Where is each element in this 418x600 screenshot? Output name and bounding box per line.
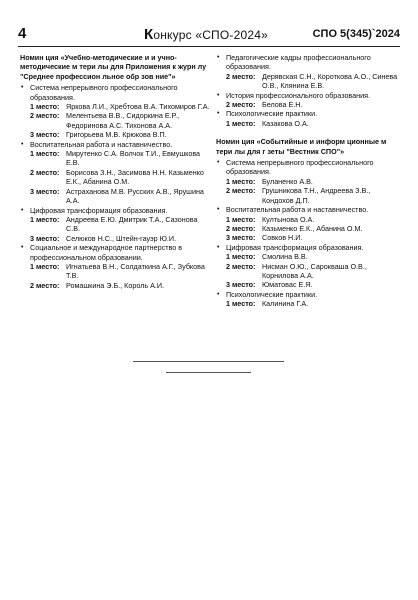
category-title: Психологические практики. [226,289,318,299]
place-names: Казакова О.А. [262,118,309,128]
place-row [30,262,210,281]
place-label: 3 место: [30,233,60,243]
place-names: Яркова Л.И., Хребтова В.А. Тихомиров Г.А. [66,102,210,112]
place-row [30,130,210,139]
category-item [216,91,402,110]
category-item [20,140,210,206]
place-names: Нисман О.Ю., Сарокваша О.В., Корнилова А.А. [262,261,367,280]
place-label: 1 место: [226,118,256,128]
place-names: Андреева Е.Ю. Дмитрик Т.А., Сазонова С.В. [66,214,198,234]
bullet-icon: • [21,140,24,148]
category-title: Цифровая трансформация образования. [226,242,364,252]
place-names: Игнатьева В.Н., Солдаткина А.Г., Зубкова Т.В. [66,261,205,281]
category-list [20,83,210,290]
category-item [20,243,210,290]
place-row [226,119,402,128]
bullet-icon: • [217,110,220,118]
bullet-icon: • [217,54,220,61]
place-names: Борисова З.Н., Засимова Н.Н. Казьменко Е.К., Абанина О.М. [66,167,204,187]
place-names: Белова Е.Н. [262,100,303,110]
bullet-icon: • [217,91,220,99]
contest-title-rest: онкурс «СПО-2024» [153,28,268,42]
place-row [226,186,402,205]
place-label: 1 место: [226,176,256,186]
bullet-icon: • [21,244,24,252]
right-column [216,53,402,309]
place-label: 2 место: [226,186,256,196]
category-title: Система непрерывного профессионального образования. [30,83,178,102]
place-row [226,177,402,186]
category-item [216,290,402,309]
category-item [20,83,210,139]
place-row [30,102,210,111]
nomination-heading: Номин ция «Событийные и информ ционные м тери лы для г зеты "Вестник СПО"» [216,137,387,156]
contest-title [144,26,268,44]
divider-rule-long [133,361,284,362]
category-list [216,158,402,309]
place-row [30,111,210,130]
category-title: История профессионального образования. [226,90,371,100]
place-label: 3 место: [226,280,256,290]
place-names: Ромашкина Э.Б., Король А.И. [66,280,165,290]
page-number: 4 [18,25,27,42]
place-label: 2 место: [226,261,256,271]
place-row [226,224,402,233]
category-list-continued [216,53,402,128]
place-row [30,234,210,243]
bullet-icon: • [217,159,220,167]
place-label: 3 место: [30,186,60,196]
place-row [226,262,402,281]
place-names: Григорьева М.В. Крюкова В.П. [66,130,167,140]
place-names: Смолина В.В. [262,252,308,262]
place-row [226,280,402,289]
category-title: Социальное и международное партнерство в профессиональном образовании. [30,243,183,262]
place-row [30,215,210,234]
place-label: 1 место: [226,214,256,224]
place-row [226,72,402,91]
category-title: Педагогические кадры профессионального образования. [226,53,371,72]
place-names: Селюков Н.С., Штейн-гауэр Ю.И. [66,233,177,243]
category-title: Воспитательная работа и наставничество. [30,139,173,149]
bullet-icon: • [217,290,220,298]
category-title: Цифровая трансформация образования. [30,205,168,215]
place-row [226,233,402,242]
issue-number: СПО 5(345)`2024 [312,28,400,40]
bullet-icon: • [21,206,24,214]
place-row [30,149,210,168]
place-row [30,168,210,187]
place-label: 1 место: [30,149,60,159]
place-label: 1 место: [30,214,60,224]
place-label: 1 место: [226,252,256,262]
place-label: 2 место: [226,223,256,233]
category-item [20,206,210,244]
category-title: Система непрерывного профессионального образования. [226,158,374,177]
category-item [216,109,402,128]
place-names: Астраханова М.В. Русских А.В., Ярушина А.А. [66,186,204,206]
place-names: Мирутенко С.А. Волчок Т.И., Евмушкова Е.В. [66,149,201,168]
bullet-icon: • [217,206,220,214]
category-item [216,205,402,243]
contest-title-initial: К [144,26,154,43]
category-item [216,158,402,205]
bullet-icon: • [21,84,24,92]
place-names: Дерявская С.Н., Короткова А.О., Синева О.В., Клянина Е.В. [262,71,398,91]
place-label: 1 место: [30,102,60,112]
place-label: 2 место: [226,71,256,81]
bullet-icon: • [217,243,220,251]
place-row [226,215,402,224]
category-title: Психологические практики. [226,109,318,119]
category-item [216,243,402,290]
place-label: 1 место: [226,299,256,309]
nomination-heading: Номин ция «Учебно-методические и и учно-методические м тери лы для Приложения к журн лу "Среднее профессион льное обр зов ние"» [20,53,207,81]
place-label: 2 место: [30,111,60,121]
place-row [226,100,402,109]
place-names: Совков Н.И. [262,233,303,243]
category-item [216,53,402,91]
place-names: Грушникова Т.Н., Андреева З.В., Кондохов Д.П. [262,186,371,205]
place-row [30,281,210,290]
place-label: 3 место: [226,233,256,243]
place-label: 3 место: [30,130,60,140]
place-row [30,187,210,206]
place-names: Мелентьева В.В., Сидоркина Е.Р., Федоринова А.С. Тихонова А.А. [66,111,180,130]
place-label: 2 место: [30,167,60,177]
place-row [226,299,402,308]
place-row [226,252,402,261]
place-label: 2 место: [226,100,256,110]
category-title: Воспитательная работа и наставничество. [226,205,369,215]
left-column [20,53,210,290]
place-names: Калинина Г.А. [262,299,309,309]
page-header [18,24,400,47]
place-label: 2 место: [30,280,60,290]
place-names: Юматовас Е.Я. [262,280,313,290]
place-names: Буланенко А.В. [262,176,313,186]
place-names: Казьменко Е.К., Абанина О.М. [262,223,363,233]
place-label: 1 место: [30,261,60,271]
divider-rule-short [166,372,251,373]
place-names: Култынова О.А. [262,214,315,224]
